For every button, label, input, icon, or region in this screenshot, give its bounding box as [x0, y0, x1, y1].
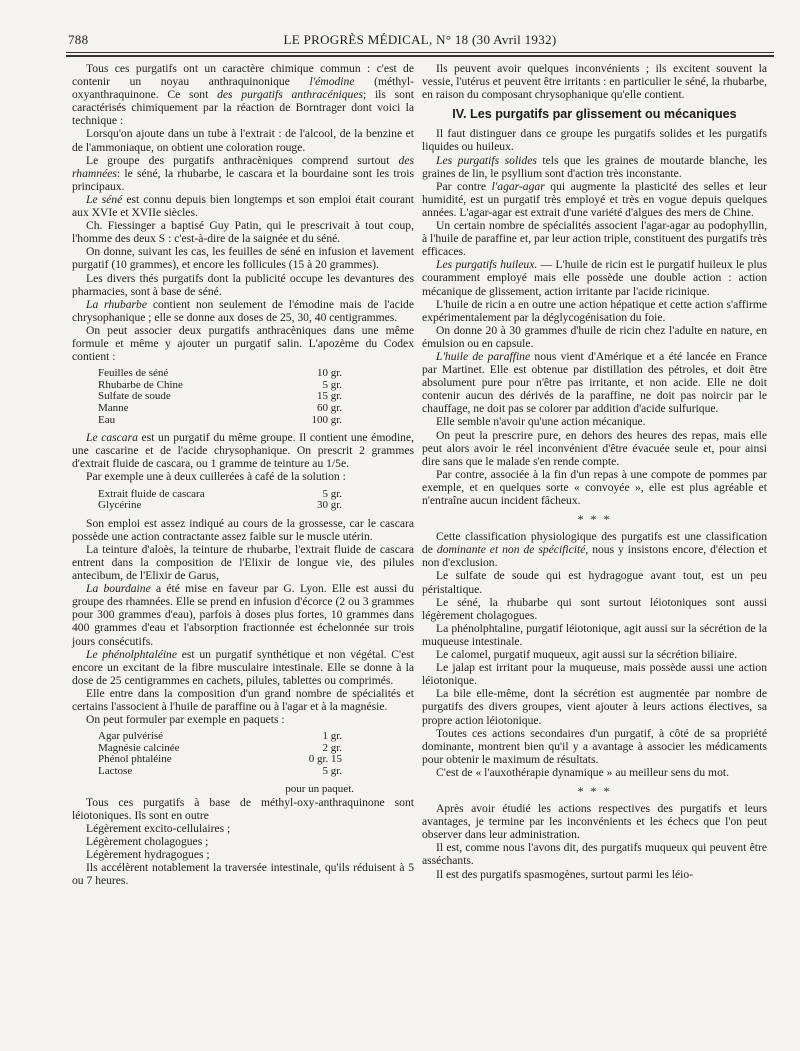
table-row: Feuilles de séné 10 gr.: [98, 367, 342, 380]
table-row: Agar pulvérisé 1 gr.: [98, 730, 342, 743]
paragraph: Le groupe des purgatifs anthracèniques comprend surtout des rhamnées: le séné, la rhubarbe, le cascara et la bourdaine sont les trois principaux.: [72, 153, 414, 193]
paragraph: On donne, suivant les cas, les feuilles de séné en infusion et lavement purgatif (10 grammes), et encore les follicules (15 à 20 grammes).: [72, 245, 414, 272]
table-row: Lactose 5 gr.: [98, 764, 342, 777]
table-row: Eau 100 gr.: [98, 413, 342, 426]
paragraph: Cette classification physiologique des purgatifs est une classification de dominante et non de spécificité, nous y insistons encore, d'élection et non d'exclusion.: [422, 530, 767, 570]
paragraph: On peut formuler par exemple en paquets :: [86, 713, 285, 727]
list-item: Légèrement cholagogues ;: [86, 834, 209, 848]
paragraph: Elle semble n'avoir qu'une action mécanique.: [436, 415, 646, 429]
paragraph: Un certain nombre de spécialités associent l'agar-agar au podophyllin, à l'huile de paraffine et, par leur action triple, constituent des purgatifs très efficaces.: [422, 219, 767, 259]
page-header: [68, 32, 772, 50]
table-row: Extrait fluide de cascara 5 gr.: [98, 487, 342, 500]
prescription-table-cascara: [98, 489, 342, 512]
table-row: Rhubarbe de Chine 5 gr.: [98, 378, 342, 391]
paragraph: Le jalap est irritant pour la muqueuse, mais possède aussi une action léiotonique.: [422, 661, 767, 688]
paragraph: Les purgatifs huileux. — L'huile de ricin est le purgatif huileux le plus couramment employé mais elle possède une double action : action mécanique de glissement, action irritante par l'acide ricinique.: [422, 258, 767, 298]
running-title: LE PROGRÈS MÉDICAL, N° 18 (30 Avril 1932): [283, 32, 557, 47]
paragraph: Le phénolphtaléine est un purgatif synthétique et non végétal. C'est encore un excitant de la fibre musculaire intestinale. Elle se donne à la dose de 25 centigrammes en cachets, pilules, tablettes ou comprimés.: [72, 647, 414, 687]
prescription-table-paquets: [98, 731, 342, 777]
paragraph: Ils accélèrent notablement la traversée intestinale, qu'ils réduisent à 5 ou 7 heures.: [72, 861, 414, 888]
paragraph: Par contre, associée à la fin d'un repas à une compote de pommes par exemple, et en quelques sorte « convoyée », elle est plus agréable et n'entraîne aucun incident fâcheux.: [422, 467, 767, 507]
table-row: Phénol phtaléine 0 gr. 15: [98, 753, 342, 766]
paragraph: L'huile de ricin a en outre une action hépatique et cette action s'affirme expérimentalement par la déglycogénisation du foie.: [422, 297, 767, 324]
page-number: 788: [68, 32, 89, 47]
paragraph: Ils peuvent avoir quelques inconvénients ; ils excitent souvent la vessie, l'utérus et peuvent être irritants : en particulier le séné, la rhubarbe, en raison du composant chrysophanique qu'elle contient.: [422, 62, 767, 102]
paragraph: Elle entre dans la composition d'un grand nombre de spécialités et certains l'associent à l'huile de paraffine ou à l'agar et à la magnésie.: [72, 686, 414, 713]
paragraph: Après avoir étudié les actions respectives des purgatifs et leurs avantages, je termine par les inconvénients et les échecs que l'on peut observer dans leur administration.: [422, 802, 767, 842]
paragraph: Les purgatifs solides tels que les graines de moutarde blanche, les graines de lin, le psyllium sont d'action très inconstante.: [422, 153, 767, 180]
header-rule: [66, 52, 774, 53]
paragraph: Le sulfate de soude qui est hydragogue avant tout, est un peu péristaltique.: [422, 569, 767, 596]
paragraph: La bile elle-même, dont la sécrétion est augmentée par nombre de purgatifs des divers groupes, vient ajouter à leurs actions électives, sa propre action léiotonique.: [422, 687, 767, 727]
section-separator: * * *: [577, 512, 612, 527]
paragraph: Par contre l'agar-agar qui augmente la plasticité des selles et leur humidité, est un purgatif très employé et très en vogue depuis quelques années. L'agar-agar est extrait d'une variété d'algues des mers de Chine.: [422, 179, 767, 219]
paragraph: Tous ces purgatifs ont un caractère chimique commun : c'est de contenir un noyau anthraquinonique l'émodine (méthyl-oxyanthraquinone. Ce sont des purgatifs anthracéniques; ils sont caractérisés chimiquement par la réaction de Borntrager dont voici la technique :: [72, 62, 414, 128]
header-rule-thick: [66, 55, 774, 57]
paragraph: Le séné, la rhubarbe qui sont surtout léiotoniques sont aussi légèrement cholagogues.: [422, 595, 767, 622]
paragraph: La bourdaine a été mise en faveur par G. Lyon. Elle est aussi du groupe des rhamnées. Elle se prend en infusion d'écorce (2 ou 3 grammes pour 300 grammes d'eau), parfois à doses plus fortes, 10 grammes dans 400 grammes d'eau et l'absorption fractionnée est échelonnée sur trois jours consécutifs.: [72, 582, 415, 648]
paragraph: L'huile de paraffine nous vient d'Amérique et a été lancée en France par Martinet. Elle est obtenue par distillation des pétroles, et doit être absolument pure pour n'être pas irritante, et non acide. Elle ne doit contenir aucun des dérivés de la paraffine, ne doit pas noircir par le chauffage, ne doit pas se colorer par addition d'acide sulfurique.: [422, 349, 767, 416]
paragraph: On peut la prescrire pure, en dehors des heures des repas, mais elle peut alors avoir le réel inconvénient d'être évacuée seule et, pour ainsi dire sans que le malade s'en rende compte.: [422, 428, 767, 468]
table-row: Glycérine 30 gr.: [98, 499, 342, 512]
paragraph: Ch. Fiessinger a baptisé Guy Patin, qui le prescrivait à tout coup, l'homme des deux S : c'est-à-dire de la saignée et du séné.: [72, 219, 414, 246]
paragraph: Par exemple une à deux cuillerées à café de la solution :: [86, 470, 346, 484]
list-item: Légèrement excito-cellulaires ;: [86, 821, 231, 835]
paragraph: La phénolphtaline, purgatif léiotonique, agit aussi sur la sécrétion de la muqueuse intestinale.: [422, 621, 767, 648]
table-row: Sulfate de soude 15 gr.: [98, 390, 342, 403]
paragraph: La rhubarbe contient non seulement de l'émodine mais de l'acide chrysophanique ; elle se donne aux doses de 25, 30, 40 centigrammes.: [72, 297, 414, 324]
table-row: Manne 60 gr.: [98, 401, 342, 414]
paragraph: La teinture d'aloès, la teinture de rhubarbe, l'extrait fluide de cascara entrent dans la composition de l'Elixir de longue vie, des pilules antecibum, de l'Elixir de Garus,: [72, 542, 414, 583]
paragraph: Tous ces purgatifs à base de méthyl-oxy-anthraquinone sont léiotoniques. Ils sont en outre: [72, 795, 414, 822]
paragraph: On donne 20 à 30 grammes d'huile de ricin chez l'adulte en nature, en émulsion ou en capsule.: [422, 323, 767, 350]
paragraph: Toutes ces actions secondaires d'un purgatif, à côté de sa propriété dominante, montrent bien qu'il y a avantage à associer les médicaments pour obtenir le maximum de résultats.: [422, 726, 767, 766]
paragraph: Le séné est connu depuis bien longtemps et son emploi était courant aux XVIe et XVIIe siècles.: [72, 192, 414, 220]
list-item: Légèrement hydragogues ;: [86, 848, 210, 862]
right-column: [422, 62, 767, 881]
dosage-note: pour un paquet.: [285, 782, 354, 795]
paragraph: Le calomel, purgatif muqueux, agit aussi sur la sécrétion biliaire.: [436, 648, 738, 662]
prescription-table-apozeme: [98, 368, 342, 426]
left-column: [72, 62, 414, 887]
paragraph: Les divers thés purgatifs dont la publicité occupe les devantures des pharmacies, sont à base de séné.: [72, 271, 414, 298]
paragraph: Son emploi est assez indiqué au cours de la grossesse, car le cascara possède une action contractante assez faible sur le muscle utérin.: [72, 516, 414, 543]
table-row: Magnésie calcinée 2 gr.: [98, 741, 342, 754]
paragraph: Le cascara est un purgatif du même groupe. Il contient une émodine, une cascarine et de l'acide chrysophanique. On prescrit 2 grammes d'extrait fluide de cascara, ou 1 gramme de teinture au 1/5e.: [72, 431, 415, 471]
paragraph: Il est, comme nous l'avons dit, des purgatifs muqueux qui peuvent être asséchants.: [422, 841, 767, 868]
paragraph: Lorsqu'on ajoute dans un tube à l'extrait : de l'alcool, de la benzine et de l'ammoniaque, on obtient une coloration rouge.: [72, 127, 414, 154]
paragraph: Il faut distinguer dans ce groupe les purgatifs solides et les purgatifs liquides ou huileux.: [422, 127, 767, 154]
paragraph: Il est des purgatifs spasmogènes, surtout parmi les léio-: [436, 867, 694, 881]
section-heading: IV. Les purgatifs par glissement ou mécaniques: [452, 107, 737, 122]
paragraph: C'est de « l'auxothérapie dynamique » au meilleur sens du mot.: [436, 765, 729, 779]
section-separator: * * *: [577, 783, 612, 798]
paragraph: On peut associer deux purgatifs anthracèniques dans une même formule et même y ajouter un purgatif salin. L'apozème du Codex contient :: [72, 323, 414, 364]
